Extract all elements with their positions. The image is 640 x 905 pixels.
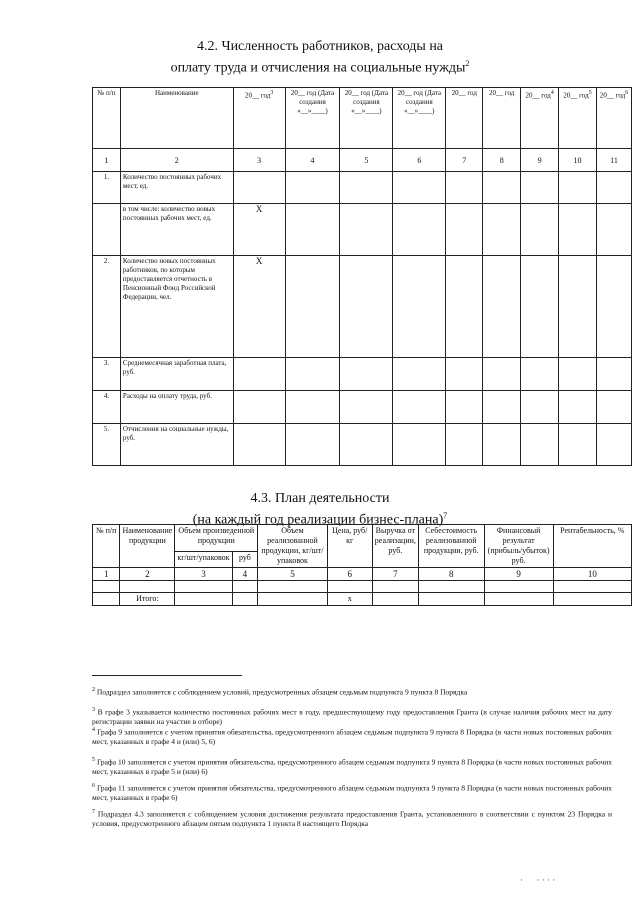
header-revenue: Выручка от реализации, руб. xyxy=(372,525,418,568)
table-row xyxy=(93,172,632,204)
header-row xyxy=(93,525,632,552)
header-c11: 20__ год$^6$ xyxy=(597,88,632,149)
col-number: 2 xyxy=(120,149,233,172)
table-row xyxy=(93,358,632,391)
header-cost: Себестоимость реализованной продукции, руб. xyxy=(418,525,484,568)
col-number: 10 xyxy=(559,149,597,172)
col-number: 9 xyxy=(521,149,559,172)
col-number: 4 xyxy=(232,568,258,581)
table-row xyxy=(93,204,632,256)
total-price: x xyxy=(327,593,372,606)
footnote-separator xyxy=(92,675,242,676)
header-num: № п/п xyxy=(93,88,121,149)
header-volume-rub: руб xyxy=(232,552,258,568)
col-number: 8 xyxy=(418,568,484,581)
header-volume: Объем произведенной продукции xyxy=(175,525,258,552)
section-42-title xyxy=(0,38,640,77)
table-row xyxy=(93,391,632,424)
header-c3: 20__ год$^3$ xyxy=(233,88,285,149)
header-row xyxy=(93,88,632,149)
header-c10: 20__ год$^5$ xyxy=(559,88,597,149)
table-row xyxy=(93,256,632,358)
row-c3 xyxy=(233,358,285,391)
section-42-title-line1: 4.2. Численность работников, расходы на xyxy=(196,39,444,54)
header-name: Наименование xyxy=(120,88,233,149)
col-number: 11 xyxy=(597,149,632,172)
staff-table xyxy=(92,87,632,466)
footnote: $^5$ Графа 10 заполняется с учетом принятия обязательства, предусмотренного абзацем седьмым подпункта 9 пункта 8 Порядка (в части новых постоянных рабочих мест, указанных в графе 5 и (или) 6) xyxy=(92,757,612,776)
col-number: 3 xyxy=(175,568,232,581)
row-num: 5. xyxy=(93,424,121,466)
header-c9: 20__ год$^4$ xyxy=(521,88,559,149)
row-c3 xyxy=(233,391,285,424)
col-number: 5 xyxy=(258,568,327,581)
header-fin: Финансовый результат (прибыль/убыток) руб. xyxy=(484,525,553,568)
header-c8: 20__ год xyxy=(483,88,521,149)
row-num: 3. xyxy=(93,358,121,391)
row-c3 xyxy=(233,172,285,204)
column-number-row xyxy=(93,568,632,581)
col-number: 7 xyxy=(446,149,483,172)
col-number: 6 xyxy=(327,568,372,581)
section-43-title-line2: (на каждый год реализации бизнес-плана)$^7$ xyxy=(192,511,448,528)
header-c6: 20__ год (Дата создания «__»____) xyxy=(393,88,446,149)
footnote: $^2$ Подраздел заполняется с соблюдением условий, предусмотренных абзацем седьмым подпункта 9 пункта 8 Порядка xyxy=(92,687,468,697)
row-c3: X xyxy=(233,204,285,256)
row-num xyxy=(93,204,121,256)
section-43-title xyxy=(0,490,640,529)
footnote: $^6$ Графа 11 заполняется с учетом принятия обязательства, предусмотренного абзацем седьмым подпункта 9 пункта 8 Порядка (в части новых постоянных рабочих мест, указанных в графе 6) xyxy=(92,783,613,802)
footnote: $^4$ Графа 9 заполняется с учетом принятия обязательства, предусмотренного абзацем седьмым подпункта 9 пункта 8 Порядка (в части новых постоянных рабочих мест, указанных в графе 4 и (или) 5, 6) xyxy=(92,727,612,746)
row-name: в том числе: количество новых постоянных рабочих мест, ед. xyxy=(120,204,233,256)
footnote: $^7$ Подраздел 4.3 заполняется с соблюдением условия достижения результата предоставления Гранта, установленного в соответствии с пунктом 23 Порядка и условия, предусмотренного абзацем пятым подпункта 1 пункта 8 настоящего Порядка xyxy=(92,809,612,828)
col-number: 5 xyxy=(340,149,393,172)
row-name: Количество новых постоянных работников, по которым предоставляется отчетность в Пенсионный Фонд Российской Федерации, чел. xyxy=(120,256,233,358)
activity-plan-table xyxy=(92,524,632,606)
row-num: 2. xyxy=(93,256,121,358)
column-number-row xyxy=(93,149,632,172)
col-number: 4 xyxy=(285,149,340,172)
col-number: 2 xyxy=(120,568,175,581)
col-number: 6 xyxy=(393,149,446,172)
table-row xyxy=(93,424,632,466)
header-c5: 20__ год (Дата создания «__»____) xyxy=(340,88,393,149)
row-name: Отчисления на социальные нужды, руб. xyxy=(120,424,233,466)
total-row xyxy=(93,593,632,606)
header-c4: 20__ год (Дата создания «__»____) xyxy=(285,88,340,149)
header-volume-units: кг/шт/упаковок xyxy=(175,552,232,568)
col-number: 3 xyxy=(233,149,285,172)
header-name: Наименование продукции xyxy=(120,525,175,568)
section-43-title-line1: 4.3. План деятельности xyxy=(250,491,390,506)
header-c7: 20__ год xyxy=(446,88,483,149)
header-price: Цена, руб/кг xyxy=(327,525,372,568)
col-number: 10 xyxy=(553,568,631,581)
total-label: Итого: xyxy=(120,593,175,606)
footnote: $^3$ В графе 3 указывается количество постоянных рабочих мест в году, предшествующему году предоставления Гранта (в случае наличия рабочих мест на дату регистрации заявки на участие в отборе) xyxy=(92,707,613,726)
row-c3 xyxy=(233,424,285,466)
header-num: № п/п xyxy=(93,525,120,568)
row-name: Среднемесячная заработная плата, руб. xyxy=(120,358,233,391)
col-number: 7 xyxy=(372,568,418,581)
header-sold: Объем реализованной продукции, кг/шт/упаковок xyxy=(258,525,327,568)
col-number: 8 xyxy=(483,149,521,172)
section-42-title-line2: оплату труда и отчисления на социальные нужды$^2$ xyxy=(170,59,470,76)
row-num: 4. xyxy=(93,391,121,424)
row-name: Расходы на оплату труда, руб. xyxy=(120,391,233,424)
row-name: Количество постоянных рабочих мест, ед. xyxy=(120,172,233,204)
col-number: 9 xyxy=(484,568,553,581)
header-profitability: Рентабельность, % xyxy=(553,525,631,568)
row-num: 1. xyxy=(93,172,121,204)
col-number: 1 xyxy=(93,149,121,172)
row-c3: X xyxy=(233,256,285,358)
col-number: 1 xyxy=(93,568,120,581)
table-row xyxy=(93,581,632,593)
scan-marks: · · · · · xyxy=(520,875,556,885)
